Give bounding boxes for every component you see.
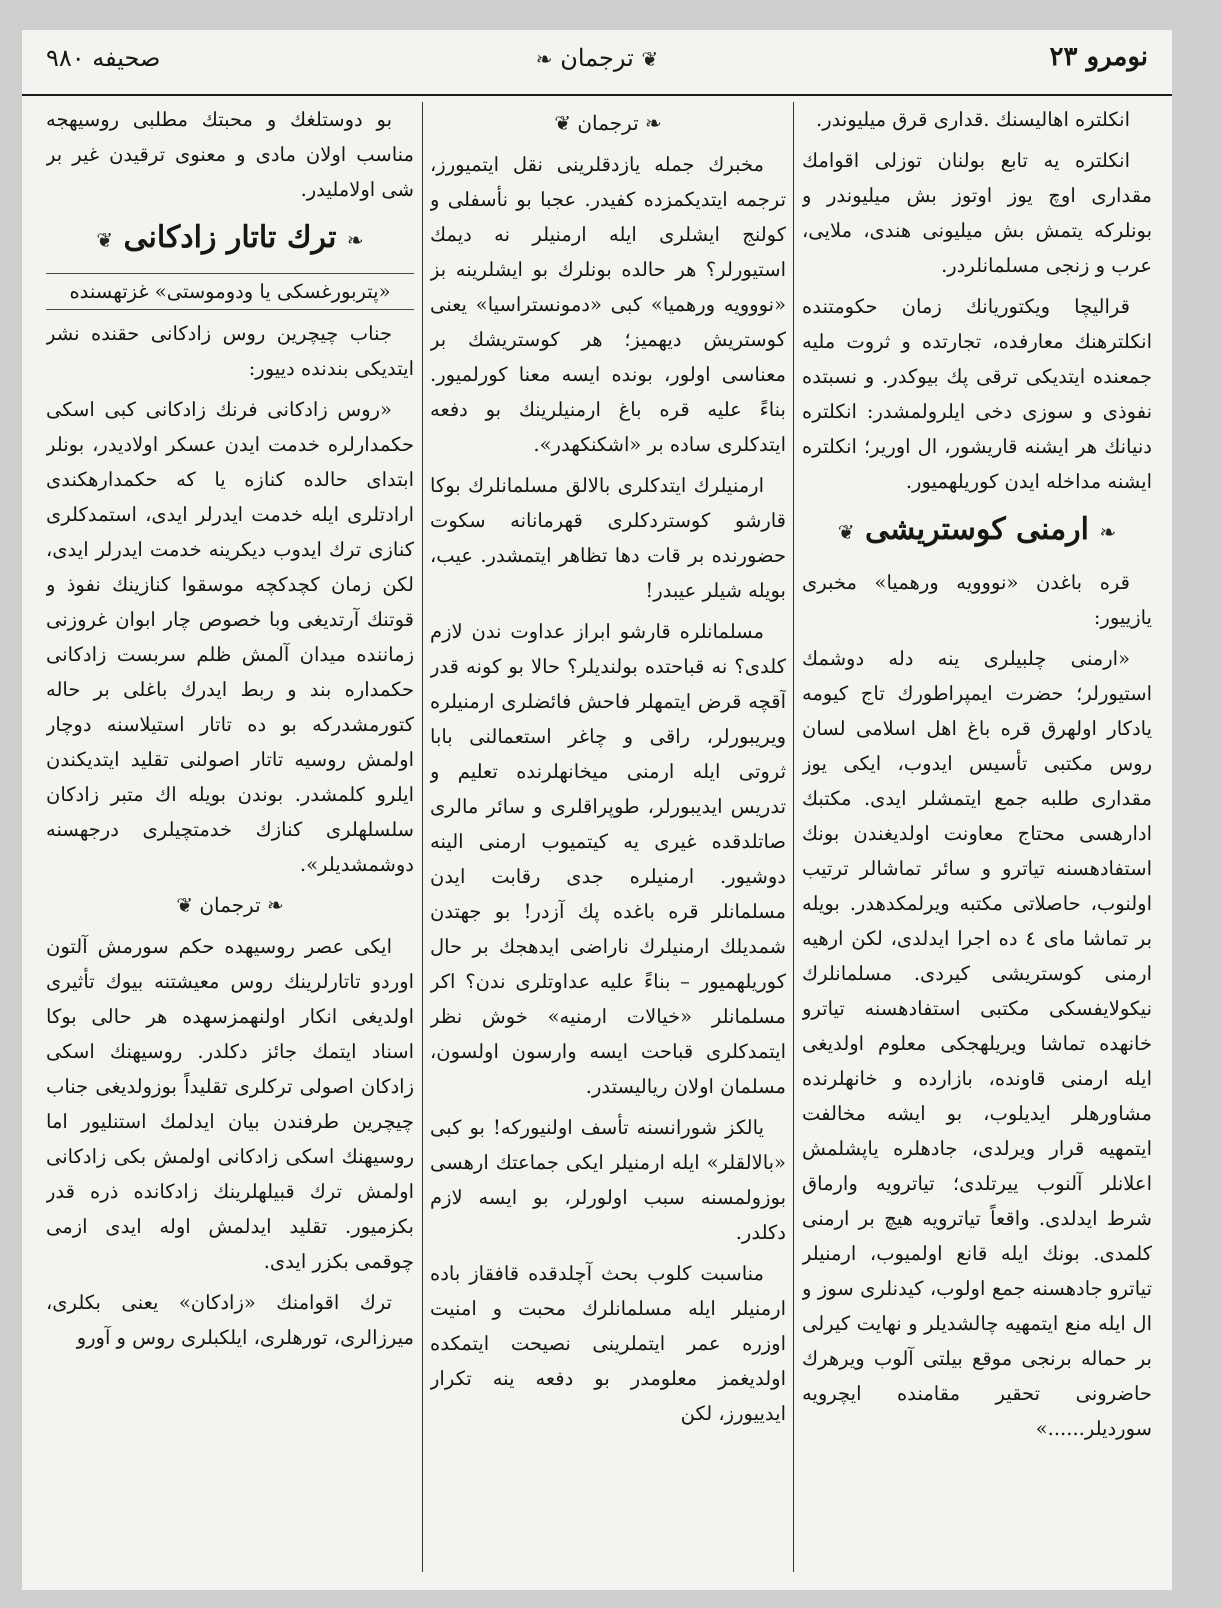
masthead	[22, 30, 1172, 96]
section-heading-text: ترجمان	[199, 893, 261, 917]
masthead-title	[502, 44, 692, 72]
column-left	[46, 102, 414, 1572]
heading-ornament-icon: ❦	[554, 111, 571, 135]
column-middle	[430, 102, 786, 1572]
column-right	[802, 102, 1152, 1572]
heading-ornament-icon: ❧	[1099, 520, 1117, 544]
article-heading-text: ارمنی کوستریشی	[864, 512, 1090, 547]
paragraph: قرالیچا ویکتوریانك زمان حکومتنده انکلترهنك معارفده، تجارتده و ثروت ملیه جمعنده ایتدیکی ترقی پك بیوکدر. و نسبتده نفوذی و سوزی دخی ایلرولمشدر: انکلتره دنیانك هر ایشنه قاریشور، ال اوریر؛ انکلتره ایشنه مداخله ایدن کوریلهمیور.	[802, 295, 1152, 493]
paragraph: «ارمنی چلبیلری ینه دله دوشمك استیورلر؛ حضرت ایمپراطورك تاج کیومه یادکار اولهرق قره باغ اهل اسلامی لسان روس مکتبی تأسیس ایدوب، ایکی یوز مقداری طلبه جمع ایتمشلر ایدی. مکتبك ادارهسی محتاج معاونت اولدیغندن بونك استفادهسنه تیاترو و سائر تماشالر ترتیب اولنوب، حاصلاتی مکتبه ویرلمکدهدر. بویله بر تماشا مای ٤ ده اجرا ایدلدی، لکن ارهیه ارمنی کوستریشی کیردی. مسلمانلرك نیکولایفسکی مکتبی استفادهسنه تیاترو خانهده تماشا ویریلهجکی معلوم اولدیغی ایله ارمنی قاونده، بازارده و خانهلرنده مشاورهلر ایدیلوب، بو ایشه مخالفت ایتمهیه قرار ویرلدی، جادهلره یاپشلمش اعلانلر آلنوب ییرتلدی؛ تیاترویه وارماق شرط ایدلدی. واقعاً تیاترویه هیچ بر ارمنی کلمدی. بونك ایله قانع اولمیوب، ارمنیلر تیاترو جادهسنه جمع اولوب، کیدنلری سوز و ال ایله منع ایتمهیه چالشدیلر و نهایت کیرلی بر حماله برنجی موقع بیلتی آلوب ویرهرك حاضرونی تحقیر مقامنده ایچرویه سوردیلر......»	[802, 647, 1152, 1440]
section-heading	[430, 106, 786, 141]
left-ornament-icon: ❦	[641, 47, 659, 71]
heading-ornament-icon: ❦	[96, 228, 114, 252]
paragraph: جناب چیچرین روس زادکانی حقنده نشر ایتدیکی بندنده دییور:	[46, 322, 414, 380]
newspaper-page	[22, 30, 1172, 1590]
masthead-title-text: ترجمان	[560, 44, 634, 72]
paragraph: «روس زادکانی فرنك زادکانی کبی اسکی حکمدارلره خدمت ایدن عسکر اولادیدر، بونلر ابتدای حالده کنازه یا که حکمدارهکندی ارادتلری ایله خدمت ایدرلر ایدی، استمدکلری کنازی ترك ایدوب دیکرینه خدمت ایدرلر ایدی، لکن زمان کچدکچه موسقوا کنازینك نفوذ و قوتنك آرتدیغی وبا خصوص چار ابوان غروزنی زماننده میدان آلمش ظلم سربست زادکانی حکمداره بند و ربط ایدرك باغلی بر حاله کتورمشدرکه بو ده تاتار استیلاسنه دوچار اولمش روسیه تاتار اصولنی تقلید ایتدیکندن ایلرو کلمشدر. بوندن بویله اك متبر زادکان سلسلهلری کنازك خدمتچیلری درجهسنه دوشمشدیلر».	[46, 398, 414, 876]
column-divider	[793, 102, 794, 1572]
article-heading-text: ترك تاتار زادکانی	[123, 220, 337, 255]
heading-ornament-icon: ❧	[267, 893, 284, 917]
paragraph: ایکی عصر روسیهده حکم سورمش آلتون اوردو تاتارلرینك روس معیشتنه بیوك تأثیری اولدیغی انکار اولنهمزسهده هر حالی بوکا اسناد ایتمك جائز دکلدر. روسیهنك اسکی زادکان اصولی ترکلری تقلیداً بوزولدیغی جناب چیچرین طرفندن بیان ایدلمك استنلیور اما روسیهنك اسکی زادکانی اولمش بکی زادکانی اولمش ترك قبیلهلرینك زادکانده ذره قدر بکزمیور. تقلید ایدلمش اوله ایدی ازمی چوقمی بکزر ایدی.	[46, 935, 414, 1273]
right-ornament-icon: ❧	[535, 47, 553, 71]
section-heading-text: ترجمان	[577, 111, 639, 135]
heading-ornament-icon: ❦	[176, 893, 193, 917]
section-heading	[46, 888, 414, 923]
article-heading	[46, 215, 414, 263]
paragraph: ارمنیلرك ایتدکلری بالالق مسلمانلرك بوکا قارشو کوستردکلری قهرمانانه سکوت حضورنده بر قات دها تظاهر ایتمشدر. عیب، بویله شیلر عیبدر!	[430, 474, 786, 602]
article-heading	[802, 507, 1152, 555]
column-divider	[422, 102, 423, 1572]
paragraph: یالکز شورانسنه تأسف اولنیورکه! بو کبی «بالالقلر» ایله ارمنیلر ایکی جماعتك ارهسی بوزولمسنه سبب اولورلر، بو ایسه لازم دکلدر.	[430, 1116, 786, 1244]
paragraph: ترك اقوامنك «زادکان» یعنی بکلری، میرزالری، تورهلری، ایلکبلری روس و آورو	[46, 1291, 414, 1349]
heading-ornament-icon: ❧	[346, 228, 364, 252]
paragraph: بو دوستلغك و محبتك مطلبی روسیهجه مناسب اولان مادی و معنوی ترقیدن غیر بر شی اولاملیدر.	[46, 108, 414, 201]
heading-ornament-icon: ❦	[837, 520, 855, 544]
paragraph: مخبرك جمله یازدقلرینی نقل ایتمیورز، ترجمه ایتدیکمزده کفیدر. عجبا بو نأسفلی و کولنج ایشلری ایله ارمنیلر نه دیمك استیورلر؟ هر حالده بونلرك بو ایشلرینه بز «نووویه ورهمیا» کبی «دمونستراسیا» یعنی کوستریش دیهمیز؛ هر کوستریشك بر معناسی اولور، بونده ایسه معنا کورلمیور. بناءً علیه قره باغ ارمنیلرینك بو دفعه ایتدکلری ساده بر «اشکنکهدر».	[430, 153, 786, 456]
heading-ornament-icon: ❧	[645, 111, 662, 135]
paragraph: انکلتره یه تابع بولنان توزلی اقوامك مقداری اوچ یوز اوتوز بش میلیوندر و بونلرکه یتمش بش میلیونی هندی، ملایی، عرب و زنجی مسلمانلردر.	[802, 149, 1152, 277]
paragraph: انکلتره اهالیسنك .قداری قرق میلیوندر.	[816, 108, 1130, 131]
paragraph: قره باغدن «نووویه ورهمیا» مخبری یازییور:	[802, 571, 1152, 629]
page-label: صحیفه ٩٨٠	[46, 44, 161, 72]
paragraph: مسلمانلره قارشو ابراز عداوت ندن لازم کلدی؟ نه قباحتده بولندیلر؟ حالا بو کونه قدر آقچه قرض ایتمهلر فاحش فائضلری ارمنیلره ویریبورلر، راقی و چاغر استعمالنی بابا ثروتی ایله ارمنی میخانهلرنده تعلیم و تدریس ایدیبورلر، طوپراقلری و سائر مالری صاتلدقده غیری یه کیتمیوب ارمنی الینه دوشیور. ارمنیلره جدی رقابت ایدن مسلمانلر قره باغده پك آزدر! بو جهتدن شمدیلك ارمنیلرك ناراضی ایدهجك بر حال کوریلهمیور – بناءً علیه عداوتلری ندن؟ اکر مسلمانلر «خیالات ارمنیه» خوش نظر ایتمدکلری قباحت ایسه وارسون اولسون، مسلمان اولان ریالیستدر.	[430, 620, 786, 1098]
issue-number: نومرو ٢٣	[1049, 42, 1148, 72]
paragraph: مناسبت کلوب بحث آچلدقده قافقاز باده ارمنیلر ایله مسلمانلرك محبت و امنیت اوزره عمر ایتملرینی نصیحت ایتمکده اولدیغمز معلومدر بو دفعه ینه تکرار ایدییورز، لکن	[430, 1262, 786, 1425]
source-line: «پتربورغسکی یا ودوموستی» غزتهسنده	[46, 273, 414, 310]
